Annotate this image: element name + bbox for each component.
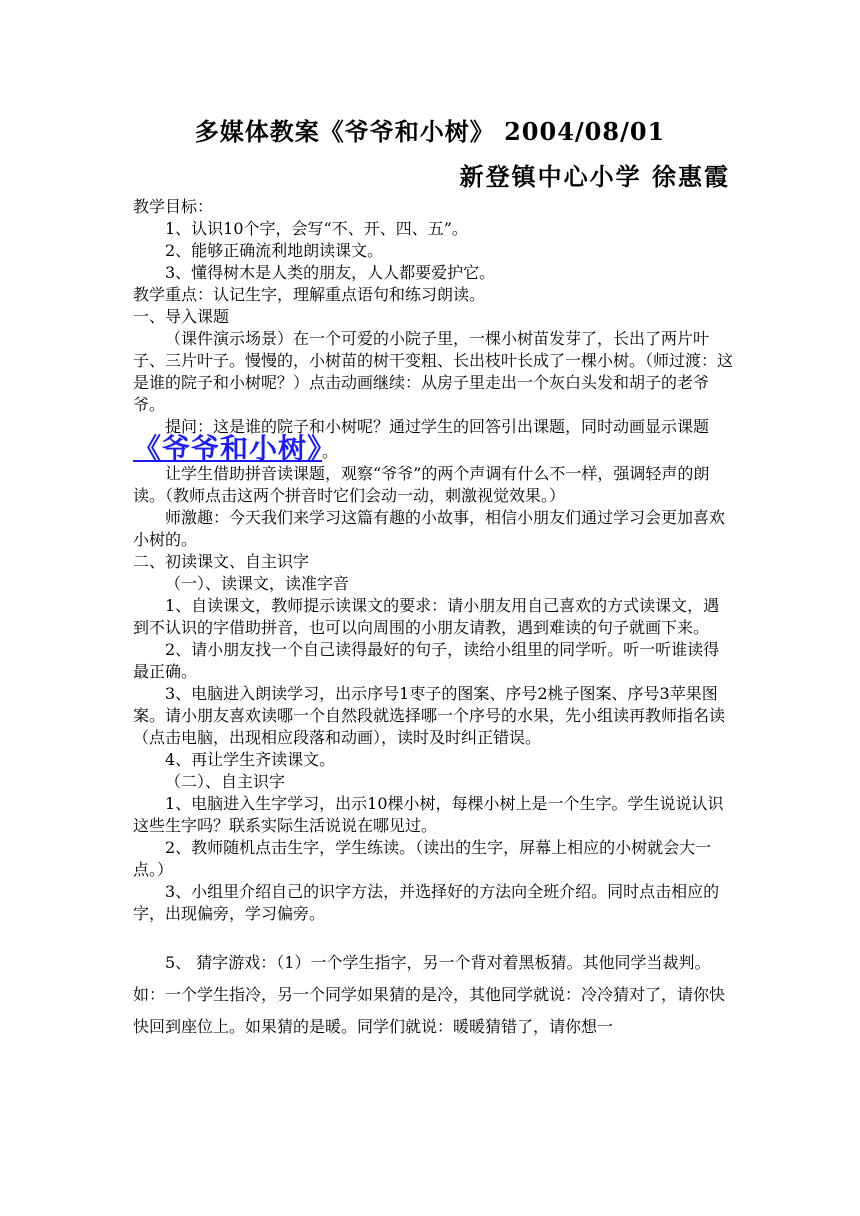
section-heading: 一、导入课题 bbox=[133, 307, 230, 326]
subsection-heading: （一）、读课文，读准字音 bbox=[165, 574, 350, 593]
list-item: 3、小组里介绍自己的识字方法，并选择好的方法向全班介绍。同时点击相应的字，出现偏旁，学习偏旁。 bbox=[133, 882, 720, 923]
subsection-heading: （二）、自主识字 bbox=[165, 772, 286, 791]
list-item: 3、电脑进入朗读学习，出示序号1枣子的图案、序号2桃子图案、序号3苹果图案。请小朋友喜欢读哪一个自然段就选择哪一个序号的水果，先小组读再教师指名读（点击电脑，出现相应段落和动画），读时及时纠正错误。 bbox=[133, 684, 726, 747]
objective-item: 1、认识10个字，会写“不、开、四、五”。 bbox=[165, 219, 468, 238]
document-body bbox=[133, 196, 733, 1043]
paragraph: 让学生借助拼音读课题，观察“爷爷”的两个声调有什么不一样，强调轻声的朗读。（教师点击这两个拼音时它们会动一动，刺激视觉效果。） bbox=[133, 464, 710, 505]
objectives-heading: 教学目标： bbox=[133, 197, 214, 216]
key-points: 教学重点：认记生字，理解重点语句和练习朗读。 bbox=[133, 285, 486, 304]
section-heading: 二、初读课文、自主识字 bbox=[133, 552, 310, 571]
list-item: 1、电脑进入生字学习，出示10棵小树，每棵小树上是一个生字。学生说说认识这些生字吗？联系实际生活说说在哪见过。 bbox=[133, 794, 724, 835]
author-byline: 新登镇中心小学 徐惠霞 bbox=[459, 162, 730, 191]
list-item: 2、教师随机点击生字，学生练读。（读出的生字，屏幕上相应的小树就会大一点。） bbox=[133, 838, 712, 879]
paragraph: 师激趣：今天我们来学习这篇有趣的小故事，相信小朋友们通过学习会更加喜欢小树的。 bbox=[133, 508, 726, 549]
lesson-title-highlight: 《爷爷和小树》 bbox=[133, 432, 323, 465]
paragraph: （课件演示场景）在一个可爱的小院子里，一棵小树苗发芽了，长出了两片叶子、三片叶子。慢慢的，小树苗的树干变粗、长出枝叶长成了一棵小树。（师过渡：这是谁的院子和小树呢？）点击动画继续：从房子里走出一个灰白头发和胡子的老爷爷。 bbox=[133, 329, 734, 414]
document-title: 多媒体教案《爷爷和小树》 2004/08/01 bbox=[194, 117, 666, 146]
objective-item: 3、懂得树木是人类的朋友，人人都要爱护它。 bbox=[165, 263, 496, 282]
paragraph-text: 提问：这是谁的院子和小树呢？通过学生的回答引出课题，同时动画显示课题 bbox=[165, 417, 710, 436]
list-item: 4、再让学生齐读课文。 bbox=[165, 750, 336, 769]
paragraph-with-title bbox=[133, 416, 733, 463]
paragraph-text: 。 bbox=[322, 442, 339, 461]
objective-item: 2、能够正确流利地朗读课文。 bbox=[165, 241, 384, 260]
list-item: 2、请小朋友找一个自己读得最好的句子，读给小组里的同学听。听一听谁读得最正确。 bbox=[133, 640, 720, 681]
list-item: 5、 猜字游戏：（1）一个学生指字，另一个背对着黑板猜。其他同学当裁判。如：一个学生指冷，另一个同学如果猜的是冷，其他同学就说：冷冷猜对了，请你快快回到座位上。如果猜的是暖。同学们就说：暖暖猜错了，请你想一 bbox=[133, 953, 726, 1036]
blank-line bbox=[133, 925, 733, 947]
list-item: 1、自读课文，教师提示读课文的要求：请小朋友用自己喜欢的方式读课文，遇到不认识的字借助拼音，也可以向周围的小朋友请教，遇到难读的句子就画下来。 bbox=[133, 596, 720, 637]
